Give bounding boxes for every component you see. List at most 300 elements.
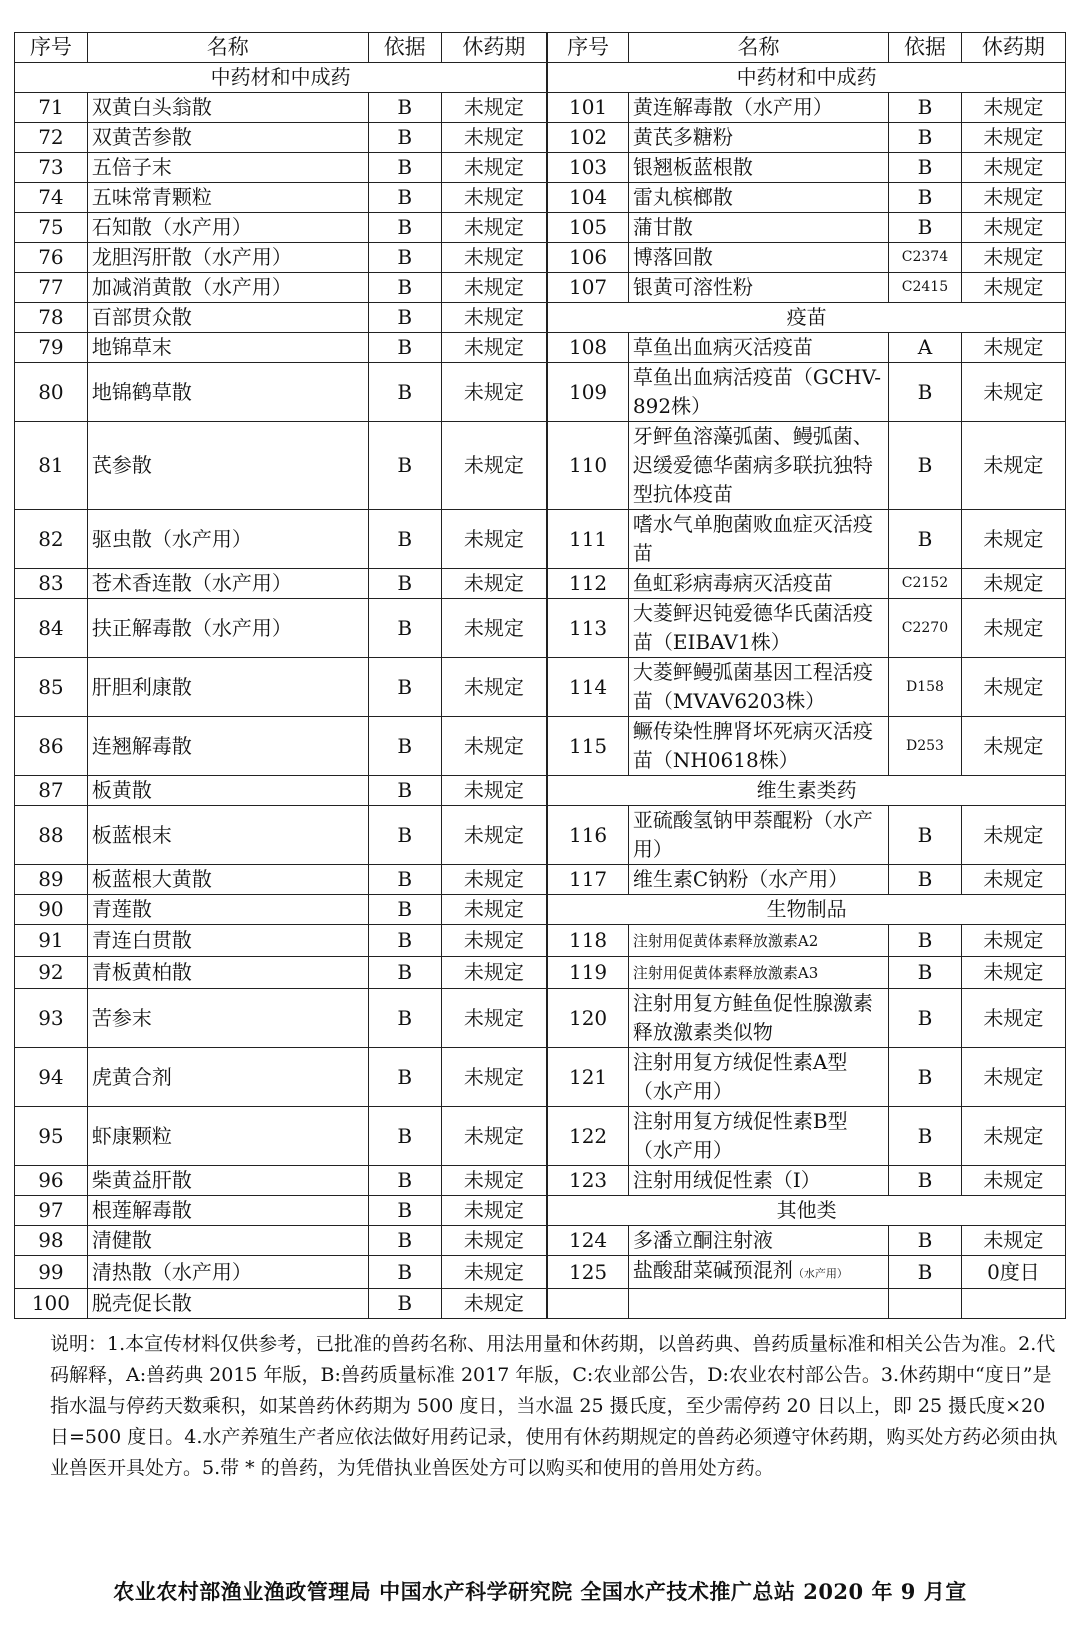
basis-code: B bbox=[889, 989, 962, 1048]
withdrawal-period: 未规定 bbox=[441, 658, 547, 717]
drug-name bbox=[87, 989, 368, 1048]
drug-number: 123 bbox=[547, 1166, 628, 1196]
header-period: 休药期 bbox=[961, 33, 1065, 63]
section-heading: 维生素类药 bbox=[547, 776, 1065, 806]
withdrawal-period: 未规定 bbox=[441, 776, 547, 806]
withdrawal-period: 未规定 bbox=[441, 599, 547, 658]
drug-name bbox=[87, 806, 368, 865]
drug-name bbox=[87, 243, 368, 273]
drug-name bbox=[628, 422, 888, 510]
drug-name-text: 多潘立酮注射液 bbox=[632, 1228, 773, 1252]
basis-code: B bbox=[889, 925, 962, 957]
basis-code: B bbox=[368, 717, 441, 776]
table-row bbox=[15, 1289, 1066, 1319]
withdrawal-period: 未规定 bbox=[961, 123, 1065, 153]
drug-number: 121 bbox=[547, 1048, 628, 1107]
drug-name bbox=[628, 123, 888, 153]
basis-code: B bbox=[368, 1107, 441, 1166]
withdrawal-period: 未规定 bbox=[441, 989, 547, 1048]
basis-code: B bbox=[368, 1226, 441, 1256]
drug-name-text: 五味常青颗粒 bbox=[91, 185, 212, 209]
withdrawal-period: 未规定 bbox=[961, 925, 1065, 957]
drug-name-text: 蒲甘散 bbox=[632, 215, 693, 239]
section-heading: 中药材和中成药 bbox=[547, 63, 1065, 93]
withdrawal-period: 未规定 bbox=[441, 1196, 547, 1226]
drug-number: 80 bbox=[15, 363, 88, 422]
withdrawal-period: 未规定 bbox=[441, 93, 547, 123]
drug-name-text: 银翘板蓝根散 bbox=[632, 155, 753, 179]
basis-code: B bbox=[368, 510, 441, 569]
drug-name bbox=[87, 93, 368, 123]
table-row bbox=[15, 1256, 1066, 1289]
basis-code: B bbox=[368, 989, 441, 1048]
drug-name-suffix: （水产用） bbox=[792, 1267, 848, 1280]
drug-number: 120 bbox=[547, 989, 628, 1048]
basis-code: B bbox=[889, 183, 962, 213]
withdrawal-period: 未规定 bbox=[441, 1226, 547, 1256]
drug-name-text: 博落回散 bbox=[632, 245, 713, 269]
drug-number: 84 bbox=[15, 599, 88, 658]
drug-name bbox=[628, 599, 888, 658]
table-row bbox=[15, 303, 1066, 333]
drug-name bbox=[87, 1166, 368, 1196]
withdrawal-period: 未规定 bbox=[961, 510, 1065, 569]
basis-code: B bbox=[368, 303, 441, 333]
basis-code: C2152 bbox=[889, 569, 962, 599]
withdrawal-period: 未规定 bbox=[441, 1289, 547, 1319]
section-heading: 其他类 bbox=[547, 1196, 1065, 1226]
basis-code: B bbox=[368, 957, 441, 989]
drug-name-text: 双黄苦参散 bbox=[91, 125, 192, 149]
drug-name bbox=[87, 1226, 368, 1256]
drug-number: 124 bbox=[547, 1226, 628, 1256]
drug-name-text: 盐酸甜菜碱预混剂 bbox=[632, 1258, 793, 1282]
drug-number: 88 bbox=[15, 806, 88, 865]
drug-number: 95 bbox=[15, 1107, 88, 1166]
drug-name-text: 地锦草末 bbox=[91, 335, 172, 359]
withdrawal-period: 未规定 bbox=[961, 865, 1065, 895]
drug-number: 91 bbox=[15, 925, 88, 957]
table-row bbox=[15, 776, 1066, 806]
drug-name bbox=[87, 303, 368, 333]
withdrawal-period: 未规定 bbox=[961, 333, 1065, 363]
drug-name-text: 板蓝根末 bbox=[91, 822, 172, 847]
withdrawal-period: 未规定 bbox=[961, 183, 1065, 213]
basis-code: B bbox=[889, 1256, 962, 1289]
drug-name-text: 注射用复方鲑鱼促性腺激素释放激素类似物 bbox=[632, 991, 873, 1044]
drug-name bbox=[87, 422, 368, 510]
withdrawal-period: 未规定 bbox=[441, 333, 547, 363]
explanatory-note: 说明：1.本宣传材料仅供参考，已批准的兽药名称、用法用量和休药期，以兽药典、兽药质量标准和相关公告为准。2.代码解释，A:兽药典 2015 年版，B:兽药质量标准 2017 年版，C:农业部公告，D:农业农村部公告。3.休药期中“度日”是指水温与停药天数乘积，如某兽药休药期为 500 度日，当水温 25 摄氏度，至少需停药 20 日以上，即 25 摄氏度×20 日=500 度日。4.水产养殖生产者应依法做好用药记录，使用有休药期规定的兽药必须遵守休药期，购买处方药必须由执业兽医开具处方。5.带 * 的兽药，为凭借执业兽医处方可以购买和使用的兽用处方药。 bbox=[50, 1333, 1058, 1479]
table-row bbox=[15, 510, 1066, 569]
basis-code: B bbox=[889, 153, 962, 183]
drug-number: 97 bbox=[15, 1196, 88, 1226]
drug-number: 71 bbox=[15, 93, 88, 123]
withdrawal-period: 未规定 bbox=[441, 957, 547, 989]
drug-name bbox=[628, 989, 888, 1048]
table-row bbox=[15, 213, 1066, 243]
drug-name-text: 虾康颗粒 bbox=[91, 1123, 172, 1148]
empty-cell bbox=[547, 1289, 628, 1319]
drug-number: 74 bbox=[15, 183, 88, 213]
basis-code: B bbox=[368, 93, 441, 123]
drug-number: 81 bbox=[15, 422, 88, 510]
drug-number: 85 bbox=[15, 658, 88, 717]
table-row bbox=[15, 1196, 1066, 1226]
drug-number: 116 bbox=[547, 806, 628, 865]
drug-name bbox=[628, 1107, 888, 1166]
drug-name-text: 根莲解毒散 bbox=[91, 1198, 192, 1222]
drug-name bbox=[87, 510, 368, 569]
drug-number: 93 bbox=[15, 989, 88, 1048]
drug-name-text: 五倍子末 bbox=[91, 155, 172, 179]
drug-name-text: 维生素C钠粉（水产用） bbox=[632, 867, 849, 891]
drug-number: 73 bbox=[15, 153, 88, 183]
drug-name bbox=[628, 273, 888, 303]
drug-name-text: 脱壳促长散 bbox=[91, 1291, 192, 1315]
basis-code: B bbox=[368, 1048, 441, 1107]
drug-number: 102 bbox=[547, 123, 628, 153]
drug-number: 110 bbox=[547, 422, 628, 510]
drug-number: 119 bbox=[547, 957, 628, 989]
withdrawal-period: 未规定 bbox=[441, 123, 547, 153]
drug-number: 90 bbox=[15, 895, 88, 925]
basis-code: B bbox=[368, 1166, 441, 1196]
table-row bbox=[15, 717, 1066, 776]
withdrawal-period: 未规定 bbox=[961, 422, 1065, 510]
basis-code: B bbox=[368, 599, 441, 658]
header-period: 休药期 bbox=[441, 33, 547, 63]
basis-code: B bbox=[368, 273, 441, 303]
drug-name bbox=[87, 1256, 368, 1289]
table-row bbox=[15, 569, 1066, 599]
table-row bbox=[15, 599, 1066, 658]
basis-code: B bbox=[889, 363, 962, 422]
table-row bbox=[15, 806, 1066, 865]
drug-number: 108 bbox=[547, 333, 628, 363]
drug-number: 103 bbox=[547, 153, 628, 183]
withdrawal-period: 未规定 bbox=[961, 806, 1065, 865]
drug-name-text: 注射用绒促性素（I） bbox=[632, 1168, 821, 1192]
drug-name bbox=[87, 273, 368, 303]
basis-code: B bbox=[368, 333, 441, 363]
table-row bbox=[15, 957, 1066, 989]
basis-code: B bbox=[889, 1226, 962, 1256]
table-row bbox=[15, 895, 1066, 925]
table-row bbox=[15, 1107, 1066, 1166]
withdrawal-period: 未规定 bbox=[961, 1107, 1065, 1166]
basis-code: B bbox=[368, 658, 441, 717]
drug-name bbox=[87, 213, 368, 243]
drug-name bbox=[87, 717, 368, 776]
drug-name bbox=[87, 1289, 368, 1319]
basis-code: B bbox=[368, 153, 441, 183]
drug-name-text: 牙鲆鱼溶藻弧菌、鳗弧菌、迟缓爱德华菌病多联抗独特型抗体疫苗 bbox=[632, 424, 873, 506]
drug-name-text: 苦参末 bbox=[91, 1005, 152, 1030]
drug-name-text: 大菱鲆迟钝爱德华氏菌活疫苗（EIBAV1株） bbox=[632, 601, 873, 654]
drug-name-text: 地锦鹤草散 bbox=[91, 379, 192, 404]
drug-name-text: 黄连解毒散（水产用） bbox=[632, 95, 833, 119]
drug-name bbox=[628, 333, 888, 363]
drug-name-text: 注射用复方绒促性素A型（水产用） bbox=[632, 1050, 848, 1103]
basis-code: B bbox=[368, 243, 441, 273]
drug-number: 79 bbox=[15, 333, 88, 363]
drug-name-text: 双黄白头翁散 bbox=[91, 95, 212, 119]
drug-name-text: 嗜水气单胞菌败血症灭活疫苗 bbox=[632, 512, 873, 565]
withdrawal-period: 未规定 bbox=[961, 153, 1065, 183]
section-heading: 生物制品 bbox=[547, 895, 1065, 925]
basis-code: B bbox=[368, 865, 441, 895]
withdrawal-period: 未规定 bbox=[961, 1166, 1065, 1196]
table-row bbox=[15, 363, 1066, 422]
section-heading: 中药材和中成药 bbox=[15, 63, 548, 93]
withdrawal-period: 未规定 bbox=[441, 153, 547, 183]
withdrawal-period: 未规定 bbox=[961, 717, 1065, 776]
drug-name-text: 草鱼出血病灭活疫苗 bbox=[632, 335, 813, 359]
withdrawal-period: 未规定 bbox=[961, 599, 1065, 658]
drug-name-text: 连翘解毒散 bbox=[91, 733, 192, 758]
header-name: 名称 bbox=[87, 33, 368, 63]
withdrawal-period: 未规定 bbox=[441, 806, 547, 865]
withdrawal-period: 未规定 bbox=[441, 717, 547, 776]
basis-code: B bbox=[368, 363, 441, 422]
drug-number: 118 bbox=[547, 925, 628, 957]
withdrawal-period: 未规定 bbox=[441, 273, 547, 303]
withdrawal-period: 未规定 bbox=[441, 303, 547, 333]
basis-code: B bbox=[368, 1196, 441, 1226]
drug-name bbox=[628, 865, 888, 895]
drug-number: 122 bbox=[547, 1107, 628, 1166]
drug-name bbox=[628, 510, 888, 569]
drug-name-text: 青连白贯散 bbox=[91, 928, 192, 952]
basis-code: B bbox=[368, 123, 441, 153]
withdrawal-period: 未规定 bbox=[961, 1226, 1065, 1256]
withdrawal-period: 未规定 bbox=[961, 213, 1065, 243]
drug-name bbox=[87, 569, 368, 599]
drug-number: 75 bbox=[15, 213, 88, 243]
drug-name bbox=[628, 569, 888, 599]
basis-code: B bbox=[889, 1107, 962, 1166]
drug-name bbox=[628, 363, 888, 422]
drug-name bbox=[87, 599, 368, 658]
drug-name-text: 板蓝根大黄散 bbox=[91, 867, 212, 891]
withdrawal-period: 未规定 bbox=[961, 658, 1065, 717]
drug-number: 94 bbox=[15, 1048, 88, 1107]
drug-name bbox=[87, 183, 368, 213]
table-row bbox=[15, 422, 1066, 510]
header-name: 名称 bbox=[628, 33, 888, 63]
drug-name bbox=[628, 243, 888, 273]
drug-number: 87 bbox=[15, 776, 88, 806]
drug-number: 104 bbox=[547, 183, 628, 213]
drug-name-text: 注射用复方绒促性素B型（水产用） bbox=[632, 1109, 848, 1162]
withdrawal-period: 未规定 bbox=[441, 925, 547, 957]
drug-name bbox=[87, 895, 368, 925]
table-row bbox=[15, 243, 1066, 273]
drug-number: 77 bbox=[15, 273, 88, 303]
drug-name bbox=[87, 363, 368, 422]
table-row bbox=[15, 1166, 1066, 1196]
drug-name-text: 黄芪多糖粉 bbox=[632, 125, 733, 149]
withdrawal-period: 0度日 bbox=[961, 1256, 1065, 1289]
basis-code: B bbox=[889, 510, 962, 569]
basis-code: C2415 bbox=[889, 273, 962, 303]
drug-number: 82 bbox=[15, 510, 88, 569]
drug-name bbox=[628, 1048, 888, 1107]
withdrawal-period: 未规定 bbox=[961, 93, 1065, 123]
withdrawal-period: 未规定 bbox=[441, 1048, 547, 1107]
table-row bbox=[15, 658, 1066, 717]
drug-name-text: 板黄散 bbox=[91, 778, 152, 802]
withdrawal-period: 未规定 bbox=[961, 273, 1065, 303]
basis-code: B bbox=[368, 1289, 441, 1319]
withdrawal-period: 未规定 bbox=[441, 183, 547, 213]
basis-code: B bbox=[889, 865, 962, 895]
drug-name bbox=[628, 1226, 888, 1256]
drug-name-text: 虎黄合剂 bbox=[91, 1064, 172, 1089]
drug-name-text: 芪参散 bbox=[91, 453, 152, 477]
drug-name-text: 苍术香连散（水产用） bbox=[91, 571, 292, 595]
withdrawal-period: 未规定 bbox=[441, 1107, 547, 1166]
drug-name bbox=[628, 153, 888, 183]
drug-number: 114 bbox=[547, 658, 628, 717]
basis-code: D158 bbox=[889, 658, 962, 717]
basis-code: B bbox=[368, 569, 441, 599]
table-row bbox=[15, 1226, 1066, 1256]
withdrawal-period: 未规定 bbox=[441, 213, 547, 243]
withdrawal-period: 未规定 bbox=[441, 243, 547, 273]
drug-list-page bbox=[14, 32, 1066, 1484]
drug-number: 98 bbox=[15, 1226, 88, 1256]
basis-code: B bbox=[368, 183, 441, 213]
header-num: 序号 bbox=[547, 33, 628, 63]
drug-number: 83 bbox=[15, 569, 88, 599]
withdrawal-period: 未规定 bbox=[441, 510, 547, 569]
drug-name-text: 青板黄柏散 bbox=[91, 960, 192, 984]
drug-name-text: 草鱼出血病活疫苗（GCHV-892株） bbox=[632, 365, 881, 418]
drug-number: 72 bbox=[15, 123, 88, 153]
basis-code: C2374 bbox=[889, 243, 962, 273]
basis-code: B bbox=[368, 422, 441, 510]
empty-cell bbox=[889, 1289, 962, 1319]
withdrawal-period: 未规定 bbox=[441, 1166, 547, 1196]
withdrawal-period: 未规定 bbox=[961, 989, 1065, 1048]
drug-name bbox=[628, 957, 888, 989]
drug-name-text: 银黄可溶性粉 bbox=[632, 275, 753, 299]
drug-number: 101 bbox=[547, 93, 628, 123]
withdrawal-period: 未规定 bbox=[441, 1256, 547, 1289]
empty-cell bbox=[628, 1289, 888, 1319]
drug-name-text: 青莲散 bbox=[91, 897, 152, 921]
drug-name bbox=[628, 213, 888, 243]
basis-code: B bbox=[368, 806, 441, 865]
drug-name-text: 驱虫散（水产用） bbox=[91, 526, 252, 551]
drug-name bbox=[87, 957, 368, 989]
drug-name bbox=[87, 333, 368, 363]
withdrawal-period: 未规定 bbox=[961, 1048, 1065, 1107]
drug-name-text: 清热散（水产用） bbox=[91, 1259, 252, 1284]
drug-name bbox=[628, 93, 888, 123]
drug-name bbox=[628, 925, 888, 957]
withdrawal-period: 未规定 bbox=[961, 957, 1065, 989]
basis-code: B bbox=[368, 213, 441, 243]
withdrawal-period: 未规定 bbox=[961, 243, 1065, 273]
drug-name-text: 鳜传染性脾肾坏死病灭活疫苗（NH0618株） bbox=[632, 719, 873, 772]
empty-cell bbox=[961, 1289, 1065, 1319]
table-row bbox=[15, 63, 1066, 93]
drug-number: 78 bbox=[15, 303, 88, 333]
basis-code: A bbox=[889, 333, 962, 363]
drug-number: 100 bbox=[15, 1289, 88, 1319]
basis-code: B bbox=[889, 93, 962, 123]
drug-name bbox=[628, 806, 888, 865]
basis-code: B bbox=[889, 422, 962, 510]
drug-name-text: 鱼虹彩病毒病灭活疫苗 bbox=[632, 571, 833, 595]
basis-code: B bbox=[368, 925, 441, 957]
drug-name bbox=[628, 183, 888, 213]
drug-name-text: 百部贯众散 bbox=[91, 305, 192, 329]
drug-name-text: 注射用促黄体素释放激素A2 bbox=[632, 932, 819, 950]
header-row bbox=[15, 33, 1066, 63]
drug-name-text: 大菱鲆鳗弧菌基因工程活疫苗（MVAV6203株） bbox=[632, 660, 873, 713]
drug-number: 115 bbox=[547, 717, 628, 776]
basis-code: B bbox=[889, 123, 962, 153]
basis-code: B bbox=[368, 895, 441, 925]
drug-number: 106 bbox=[547, 243, 628, 273]
table-row bbox=[15, 925, 1066, 957]
drug-number: 86 bbox=[15, 717, 88, 776]
drug-number: 107 bbox=[547, 273, 628, 303]
table-row bbox=[15, 93, 1066, 123]
header-num: 序号 bbox=[15, 33, 88, 63]
table-row bbox=[15, 273, 1066, 303]
table-row bbox=[15, 183, 1066, 213]
drug-name bbox=[87, 865, 368, 895]
basis-code: C2270 bbox=[889, 599, 962, 658]
withdrawal-period: 未规定 bbox=[961, 363, 1065, 422]
drug-number: 113 bbox=[547, 599, 628, 658]
withdrawal-period: 未规定 bbox=[441, 865, 547, 895]
table-row bbox=[15, 153, 1066, 183]
basis-code: D253 bbox=[889, 717, 962, 776]
table-row bbox=[15, 123, 1066, 153]
withdrawal-period: 未规定 bbox=[441, 422, 547, 510]
basis-code: B bbox=[889, 957, 962, 989]
basis-code: B bbox=[368, 776, 441, 806]
drug-name bbox=[628, 1166, 888, 1196]
table-row bbox=[15, 989, 1066, 1048]
drug-name-text: 石知散（水产用） bbox=[91, 215, 252, 239]
table-body bbox=[15, 63, 1066, 1319]
drug-number: 89 bbox=[15, 865, 88, 895]
drug-name bbox=[87, 153, 368, 183]
drug-name bbox=[87, 1107, 368, 1166]
drug-name-text: 注射用促黄体素释放激素A3 bbox=[632, 964, 819, 982]
drug-number: 96 bbox=[15, 1166, 88, 1196]
drug-number: 105 bbox=[547, 213, 628, 243]
withdrawal-period: 未规定 bbox=[961, 569, 1065, 599]
basis-code: B bbox=[889, 1048, 962, 1107]
drug-name-text: 亚硫酸氢钠甲萘醌粉（水产用） bbox=[632, 808, 873, 861]
drug-number: 76 bbox=[15, 243, 88, 273]
drug-number: 111 bbox=[547, 510, 628, 569]
header-basis: 依据 bbox=[368, 33, 441, 63]
drug-number: 117 bbox=[547, 865, 628, 895]
drug-name-text: 雷丸槟榔散 bbox=[632, 185, 733, 209]
withdrawal-period: 未规定 bbox=[441, 363, 547, 422]
veterinary-drug-table bbox=[14, 32, 1066, 1319]
drug-name bbox=[87, 123, 368, 153]
